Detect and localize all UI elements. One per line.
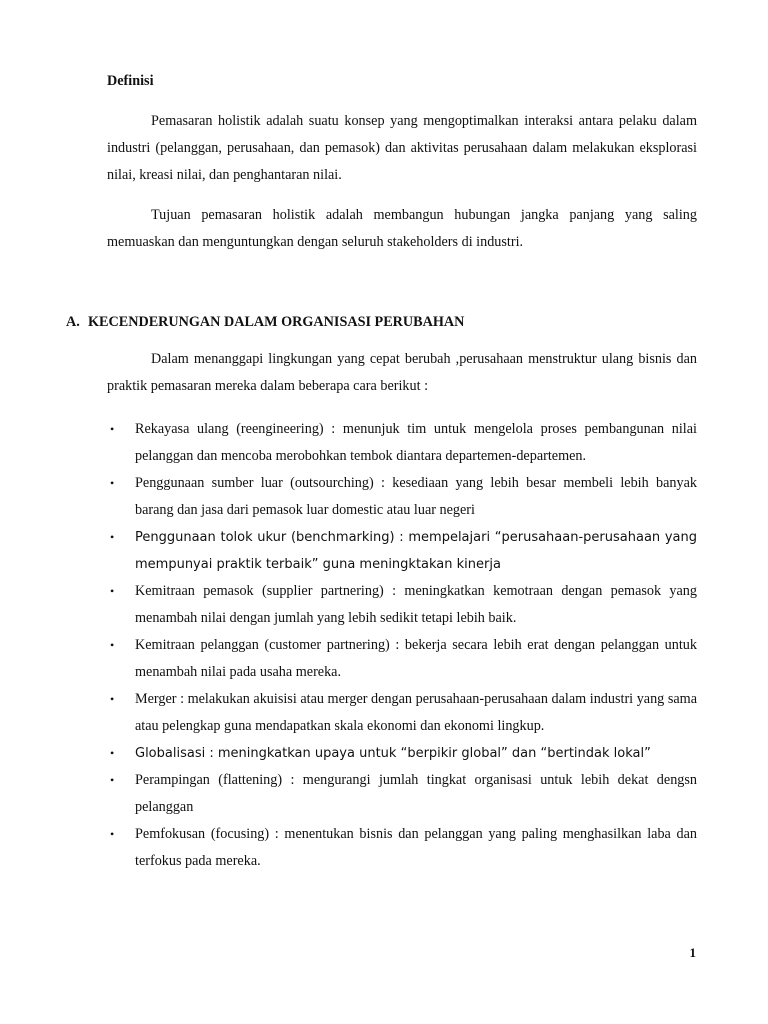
list-item [107,740,697,767]
list-item-text: Merger : melakukan akuisisi atau merger dengan perusahaan-perusahaan dalam industri yang sama atau pelengkap guna mendapatkan skala ekonomi dan ekonomi lingkup. [135,691,697,734]
list-item [107,524,697,578]
list-item-text: Rekayasa ulang (reengineering) : menunjuk tim untuk mengelola proses pembangunan nilai pelanggan dan mencoba merobohkan tembok diantara departemen-departemen. [135,421,697,464]
trend-list [107,416,697,875]
list-item-text: Kemitraan pemasok (supplier partnering) : meningkatkan kemotraan dengan pemasok yang menambah nilai dengan jumlah yang lebih sedikit tetapi lebih baik. [135,583,697,626]
list-item [107,686,697,740]
list-item-text: Pemfokusan (focusing) : menentukan bisnis dan pelanggan yang paling menghasilkan laba dan terfokus pada mereka. [135,826,697,869]
list-item [107,821,697,875]
bullet-icon: • [110,827,115,841]
list-item-text: Penggunaan tolok ukur (benchmarking) : mempelajari “perusahaan-perusahaan yang mempunyai praktik terbaik” guna meningktakan kinerja [135,530,697,572]
list-item [107,470,697,524]
list-item [107,632,697,686]
list-item-text: Globalisasi : meningkatkan upaya untuk “berpikir global” dan “bertindak lokal” [135,746,651,761]
page-number: 1 [689,945,696,960]
bullet-icon: • [110,422,115,436]
bullet-icon: • [110,530,115,544]
section-heading [66,309,464,336]
bullet-icon: • [110,773,115,787]
bullet-icon: • [110,746,115,760]
bullet-icon: • [110,638,115,652]
list-item-text: Perampingan (flattening) : mengurangi jumlah tingkat organisasi untuk lebih dekat dengsn pelanggan [135,772,697,815]
definition-heading: Definisi [107,73,154,89]
definition-paragraph: Pemasaran holistik adalah suatu konsep yang mengoptimalkan interaksi antara pelaku dalam industri (pelanggan, perusahaan, dan pemasok) dan aktivitas perusahaan dalam melakukan eksplorasi nilai, kreasi nilai, dan penghantaran nilai. [107,113,697,183]
purpose-paragraph: Tujuan pemasaran holistik adalah membangun hubungan jangka panjang yang saling memuaskan dan menguntungkan dengan seluruh stakeholders di industri. [107,207,697,250]
list-item [107,767,697,821]
section-marker: A. [66,314,80,330]
list-item-text: Kemitraan pelanggan (customer partnering) : bekerja secara lebih erat dengan pelanggan untuk menambah nilai pada usaha mereka. [135,637,697,680]
bullet-icon: • [110,476,115,490]
section-title: KECENDERUNGAN DALAM ORGANISASI PERUBAHAN [88,314,465,330]
bullet-icon: • [110,692,115,706]
list-item-text: Penggunaan sumber luar (outsourching) : kesediaan yang lebih besar membeli lebih banyak barang dan jasa dari pemasok luar domestic atau luar negeri [135,475,697,518]
bullet-icon: • [110,584,115,598]
intro-paragraph: Dalam menanggapi lingkungan yang cepat berubah ,perusahaan menstruktur ulang bisnis dan praktik pemasaran mereka dalam beberapa cara berikut : [107,351,697,394]
list-item [107,416,697,470]
list-item [107,578,697,632]
